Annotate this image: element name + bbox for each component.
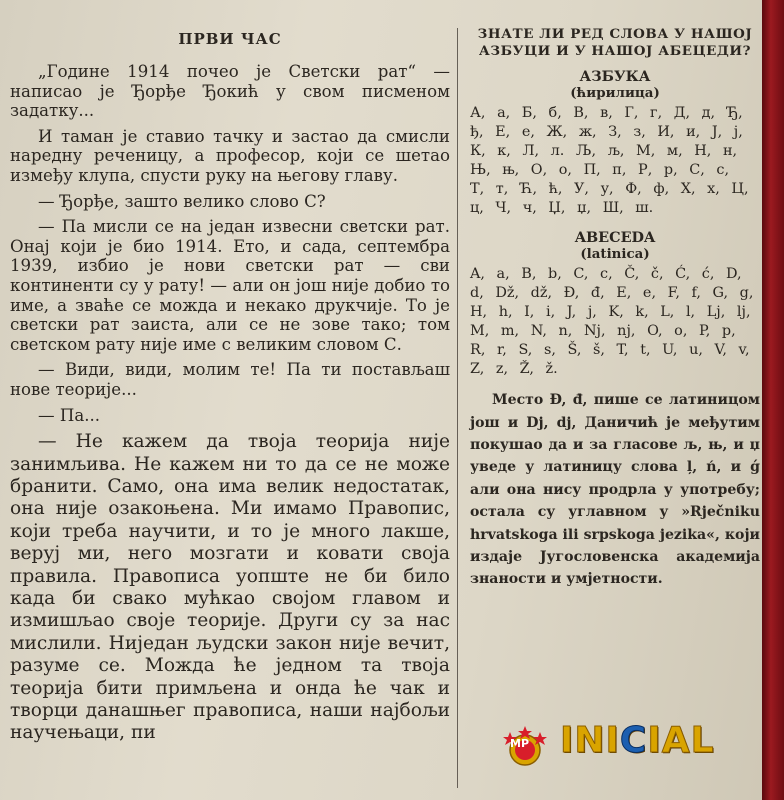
abeceda-letter: M, xyxy=(470,322,490,339)
abeceda-letter: d, xyxy=(470,284,484,301)
abeceda-letter: i, xyxy=(545,303,556,320)
azbuka-subtitle: (ћирилица) xyxy=(570,85,660,101)
azbuka-letter: Ћ, xyxy=(519,181,538,198)
abeceda-letter: č, xyxy=(650,265,664,282)
azbuka-letter: Ж, xyxy=(546,124,568,141)
azbuka-letter: Ш, xyxy=(602,200,624,217)
abeceda-letter: z, xyxy=(495,361,509,378)
azbuka-letter: п, xyxy=(612,162,627,179)
watermark-brand-text: INICIAL xyxy=(560,720,715,761)
abeceda-letter: O, xyxy=(647,322,663,339)
azbuka-letter: Ф, xyxy=(625,181,642,198)
abeceda-letters xyxy=(470,265,760,380)
azbuka-letter: Х, xyxy=(680,181,696,198)
azbuka-letter: ћ, xyxy=(548,181,563,198)
azbuka-letter: О, xyxy=(530,162,548,179)
azbuka-letter: ф, xyxy=(653,181,670,198)
alphabet-note: Место Đ, đ, пише се латиницом још и Dj, dj, Даничић је међутим покушао да и за гласове љ, њ, и џ уведе у латиницу слова ļ, ń, и ǵ али она нису продрла у употребу; остала су углавном у »Rječniku hrvatskoga ili srpskoga jezika«, који издаје Југословенска академија знаности и умјетности. xyxy=(470,392,760,588)
abeceda-letter: H, xyxy=(470,303,488,320)
azbuka-letter: р, xyxy=(663,162,678,179)
watermark-emblem-label: MP xyxy=(510,737,530,750)
azbuka-letter: х, xyxy=(707,181,720,198)
azbuka-letter: Љ, xyxy=(575,143,597,160)
abeceda-letter: b, xyxy=(548,265,562,282)
azbuka-letter: д, xyxy=(701,105,716,121)
azbuka-letter: Ц, xyxy=(731,181,749,198)
azbuka-letter: Л, xyxy=(522,143,540,160)
abeceda-letter: P, xyxy=(699,322,711,339)
watermark-logo xyxy=(560,720,715,761)
column-divider xyxy=(457,28,458,788)
paragraph-1: „Године 1914 почео је Светски рат“ — написао је Ђорђе Ђокић у свом писменом задатку... xyxy=(10,62,450,121)
abeceda-letter: h, xyxy=(498,303,513,320)
abeceda-letter: m, xyxy=(500,322,520,339)
paragraph-2: И таман је ставио тачку и застао да смисли наредну реченицу, а професор, који се шетао између клупа, спусти руку на његову главу. xyxy=(10,126,450,185)
azbuka-letter: њ, xyxy=(502,162,520,179)
abeceda-letter: I, xyxy=(524,303,535,320)
abeceda-letter: f, xyxy=(691,284,701,301)
abeceda-subtitle: (latinica) xyxy=(580,245,650,262)
abeceda-letter: V, xyxy=(714,341,727,358)
azbuka-letter: з, xyxy=(633,124,646,141)
azbuka-letter: Ј, xyxy=(711,124,723,141)
abeceda-letter: p, xyxy=(721,322,736,339)
abeceda-letter: E, xyxy=(616,284,632,301)
paragraph-4: — Па мисли се на један извесни светски рат. Онај који је био 1914. Ето, и сада, септембра 1939, избио је нови светски рат — сви континенти су у рату! — али он још није добио то име, а зваће се можда и некако друкчије. То је светски рат заиста, али се не зове тако; том светском рату није име с великим словом С. xyxy=(10,217,450,354)
abeceda-letter: j, xyxy=(587,303,597,320)
azbuka-letter: ш. xyxy=(635,200,654,217)
azbuka-title: АЗБУКА xyxy=(579,68,651,85)
azbuka-letter: е, xyxy=(521,124,535,141)
azbuka-letter: с, xyxy=(716,162,730,179)
azbuka-letter: У, xyxy=(574,181,589,198)
abeceda-letter: Č, xyxy=(624,265,640,282)
azbuka-letter: Д, xyxy=(673,105,691,121)
abeceda-title: ABECEDA xyxy=(574,228,656,246)
abeceda-letter: e, xyxy=(642,284,657,301)
left-column xyxy=(10,30,450,751)
azbuka-letter: џ, xyxy=(577,200,592,217)
abeceda-letter: Đ, xyxy=(563,284,580,301)
azbuka-letter: Н, xyxy=(694,143,712,160)
azbuka-letter: С, xyxy=(689,162,705,179)
azbuka-letter: н, xyxy=(722,143,738,160)
abeceda-letter: Lj, xyxy=(706,303,726,320)
azbuka-letter: м, xyxy=(666,143,683,160)
azbuka-letter: и, xyxy=(686,124,701,141)
abeceda-letter: g, xyxy=(739,284,754,301)
abeceda-letter: t, xyxy=(640,341,651,358)
azbuka-letter: Џ, xyxy=(548,200,566,217)
abeceda-letter: lj, xyxy=(736,303,751,320)
abeceda-letter: a, xyxy=(496,265,510,282)
abeceda-letter: š, xyxy=(593,341,605,358)
abeceda-letter: B, xyxy=(521,265,537,282)
azbuka-letter: в, xyxy=(600,105,613,121)
azbuka-letter: ж, xyxy=(578,124,597,141)
abeceda-letter: Š, xyxy=(567,341,582,358)
azbuka-letter: ј, xyxy=(733,124,743,141)
azbuka-letter: А, xyxy=(470,105,486,121)
abeceda-letter: ć, xyxy=(701,265,715,282)
abeceda-letter: U, xyxy=(662,341,678,358)
abeceda-letter: D, xyxy=(726,265,742,282)
book-cover-edge xyxy=(762,0,784,800)
azbuka-letter: Е, xyxy=(495,124,511,141)
abeceda-letter: C, xyxy=(573,265,589,282)
abeceda-letter: N, xyxy=(530,322,547,339)
abeceda-letter: A, xyxy=(470,265,485,282)
abeceda-letter: L, xyxy=(660,303,675,320)
paragraph-7: — Не кажем да твоја теорија није занимљива. Не кажем ни то да се не може бранити. Само, она има велик недостатак, она није озакоњена. Ми имамо Правопис, који треба научити, и то је много лакше, веруј ми, него мозгати и ковати своја правила. Правописа уопште не би било када би свако мућкао својом главом и измишљао своје теорије. Други су за нас мислили. Ниједан људски закон није вечит, разуме се. Можда ће једном та твоја теорија бити примљена и онда ће чак и творци данашњег правописа, наши најбољи научењаци, пи xyxy=(10,431,450,744)
azbuka-letter: т, xyxy=(495,181,509,198)
azbuka-letter: ђ, xyxy=(470,124,484,141)
abeceda-letter: k, xyxy=(635,303,649,320)
abeceda-letter: l, xyxy=(685,303,696,320)
abeceda-letter: Dž, xyxy=(495,284,520,301)
abeceda-letter: v, xyxy=(738,341,750,358)
abeceda-letter: J, xyxy=(566,303,577,320)
abeceda-letter: đ, xyxy=(590,284,605,301)
azbuka-letter: И, xyxy=(657,124,675,141)
azbuka-letter: л. xyxy=(550,143,565,160)
azbuka-letter: к, xyxy=(497,143,511,160)
abeceda-letter: Ž, xyxy=(519,361,534,378)
azbuka-letter: Ђ, xyxy=(726,105,743,121)
azbuka-letter: г, xyxy=(650,105,663,121)
azbuka-letter: а, xyxy=(497,105,511,121)
paragraph-6: — Па... xyxy=(38,405,101,425)
abeceda-letter: Ć, xyxy=(675,265,691,282)
abeceda-letter: F, xyxy=(667,284,680,301)
azbuka-letter: П, xyxy=(583,162,601,179)
azbuka-letter: ч, xyxy=(522,200,537,217)
azbuka-letter: В, xyxy=(573,105,589,121)
azbuka-letter: Р, xyxy=(638,162,653,179)
abeceda-letter: u, xyxy=(689,341,703,358)
azbuka-letter: З, xyxy=(608,124,622,141)
abeceda-letter: S, xyxy=(518,341,533,358)
azbuka-letter: Њ, xyxy=(470,162,491,179)
paragraph-3: — Ђорђе, зашто велико слово С? xyxy=(38,191,326,211)
azbuka-letter: ц, xyxy=(470,200,484,217)
alphabet-question: ЗНАТЕ ЛИ РЕД СЛОВА У НАШОЈ АЗБУЦИ И У НАШОЈ АБЕЦЕДИ? xyxy=(477,26,753,59)
abeceda-letter: K, xyxy=(608,303,624,320)
abeceda-letter: T, xyxy=(616,341,629,358)
chapter-title: ПРВИ ЧАС xyxy=(178,30,282,48)
paragraph-5: — Види, види, молим те! Па ти постављаш нове теорије... xyxy=(10,360,450,399)
abeceda-letter: dž, xyxy=(530,284,553,301)
azbuka-letter: б, xyxy=(548,105,562,121)
azbuka-letter: М, xyxy=(635,143,656,160)
abeceda-letter: ž. xyxy=(545,361,558,378)
abeceda-letter: s, xyxy=(543,341,556,358)
azbuka-letter: Г, xyxy=(624,105,639,121)
azbuka-letter: љ, xyxy=(607,143,625,160)
abeceda-letter: G, xyxy=(712,284,729,301)
abeceda-letter: r, xyxy=(497,341,507,358)
right-column xyxy=(470,26,760,591)
abeceda-letter: c, xyxy=(600,265,613,282)
abeceda-letter: Nj, xyxy=(583,322,606,339)
azbuka-letter: Ч, xyxy=(495,200,512,217)
abeceda-letter: R, xyxy=(470,341,486,358)
abeceda-letter: nj, xyxy=(617,322,636,339)
abeceda-letter: n, xyxy=(558,322,573,339)
abeceda-letter: o, xyxy=(674,322,688,339)
abeceda-letter: Z, xyxy=(470,361,485,378)
azbuka-letters xyxy=(470,104,760,219)
azbuka-letter: у, xyxy=(600,181,614,198)
azbuka-letter: Т, xyxy=(470,181,485,198)
azbuka-letter: о, xyxy=(558,162,572,179)
azbuka-letter: Б, xyxy=(521,105,537,121)
watermark-brand-highlight: C xyxy=(619,720,648,761)
azbuka-letter: К, xyxy=(470,143,486,160)
